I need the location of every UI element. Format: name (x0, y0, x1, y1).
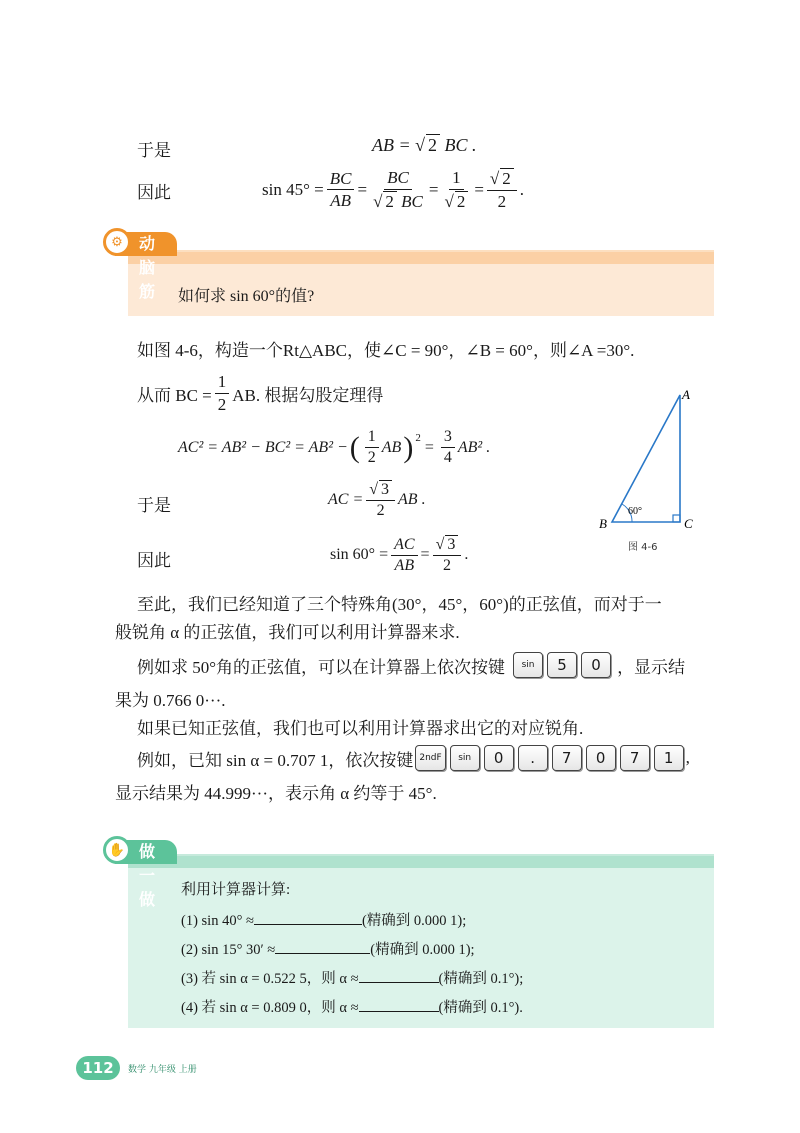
ac-squared-equation: AC² = AB² − BC² = AB² − ( $\frac{1}{2}$ AB ) $^2$ = $\frac{3}{4}$ AB² . (178, 428, 491, 467)
answer-blank-2[interactable] (275, 953, 370, 954)
key-sin-2: sin (450, 745, 480, 771)
intro-line1-lead: 于是 (137, 141, 171, 160)
intro-line2-lead: 因此 (137, 183, 171, 202)
solution-p1: 如图 4-6，构造一个Rt△ABC，使∠C = 90°，∠B = 60°，则∠A =30°. (137, 341, 635, 360)
label-a: A (682, 387, 690, 402)
think-box-top-strip (128, 250, 714, 264)
key-sin: sin (513, 652, 543, 678)
book-title: 数学 九年级 上册 (128, 1065, 197, 1075)
body-p3a: 至此，我们已经知道了三个特殊角(30°，45°，60°)的正弦值，而对于一 (137, 595, 662, 614)
body-p6b: 显示结果为 44.999···，表示角 α 约等于 45°. (115, 784, 437, 803)
answer-blank-4[interactable] (359, 1011, 439, 1012)
exercise-intro: 利用计算器计算: (181, 882, 291, 898)
page-number: 112 (76, 1056, 120, 1080)
key-5: 5 (547, 652, 577, 678)
key-0-a: 0 (484, 745, 514, 771)
body-p4: 例如求 50°角的正弦值，可以在计算器上依次按键 sin 5 0 ，显示结 (137, 650, 685, 680)
body-p5: 如果已知正弦值，我们也可以利用计算器求出它的对应锐角. (137, 719, 584, 738)
figure-triangle (590, 385, 710, 555)
figure-caption: 图 4-6 (628, 542, 658, 553)
label-b: B (599, 516, 607, 531)
right-angle-mark (673, 515, 680, 522)
key-7-b: 7 (620, 745, 650, 771)
do-banner-title: 做一做 (115, 840, 177, 864)
think-banner-title: 动脑筋 (115, 232, 177, 256)
key-0: 0 (581, 652, 611, 678)
exercise-item-2: (2) sin 15° 30′ ≈ (精确到 0.000 1); (181, 942, 475, 958)
key-0-b: 0 (586, 745, 616, 771)
sin45-formula: sin 45° = $\frac{BC}{AB}$ = $\frac{BC}{√ 2 BC}$ = $\frac{1}{√ 2}$ = $\frac{√ 2}{2}$ . (262, 168, 525, 211)
body-p3b: 般锐角 α 的正弦值，我们可以利用计算器来求. (115, 623, 460, 642)
yinci-lead: 因此 (137, 551, 171, 570)
body-p4b: 果为 0.766 0···. (115, 691, 226, 710)
body-p6: 例如，已知 sin α = 0.707 1，依次按键 2ndF sin 0 . 7 0 7 1 , (137, 743, 690, 773)
ac-equation: AC = $\frac{√ 3}{2}$ AB . (328, 481, 426, 520)
keys1 (511, 652, 613, 678)
hand-icon: ✋ (103, 836, 131, 864)
key-7-a: 7 (552, 745, 582, 771)
solution-p2: 从而 BC = $\frac{1}{2}$ AB. 根据勾股定理得 (137, 372, 384, 414)
think-question: 如何求 sin 60°的值? (178, 288, 315, 305)
exercise-item-3: (3) 若 sin α = 0.522 5，则 α ≈ (精确到 0.1°); (181, 971, 524, 987)
answer-blank-1[interactable] (254, 924, 362, 925)
key-2ndf: 2ndF (415, 745, 445, 771)
triangle-abc (612, 395, 680, 522)
sin60-equation: sin 60° = $\frac{AC}{AB}$ = $\frac{√ 3}{2}$ . (330, 535, 469, 575)
yushi-lead: 于是 (137, 496, 171, 515)
exercise-box-top-strip (128, 854, 714, 868)
intro-line1-formula: AB = √ 2 BC . (372, 135, 477, 155)
label-c: C (684, 516, 693, 531)
exercise-item-4: (4) 若 sin α = 0.809 0，则 α ≈ (精确到 0.1°). (181, 1000, 523, 1016)
key-dot: . (518, 745, 548, 771)
keys2 (413, 745, 685, 771)
angle-label: 60° (628, 506, 642, 517)
key-1: 1 (654, 745, 684, 771)
gear-icon: ⚙ (103, 228, 131, 256)
answer-blank-3[interactable] (359, 982, 439, 983)
exercise-item-1: (1) sin 40° ≈ (精确到 0.000 1); (181, 913, 467, 929)
